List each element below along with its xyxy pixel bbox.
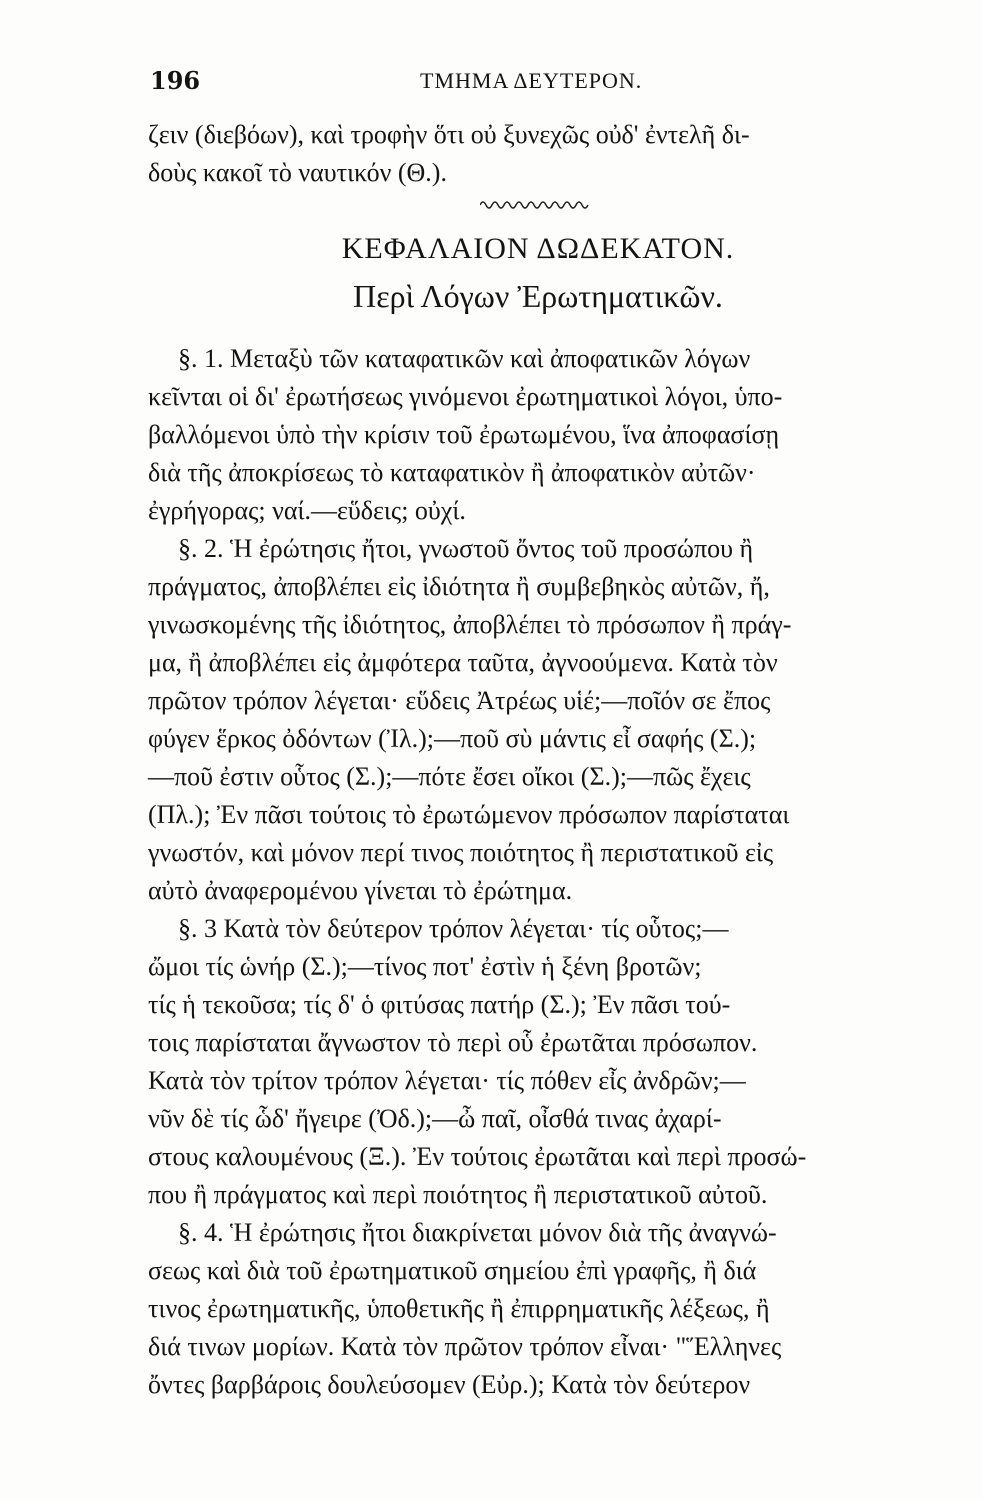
text-line: §. 3 Κατὰ τὸν δεύτερον τρόπον λέγεται· τίς οὗτος;— bbox=[178, 914, 729, 943]
continued-text bbox=[148, 116, 928, 192]
text-line: —ποῦ ἐστιν οὗτος (Σ.);—πότε ἔσει οἴκοι (Σ.);—πῶς ἔχεις bbox=[148, 762, 751, 791]
text-line: Κατὰ τὸν τρίτον τρόπον λέγεται· τίς πόθεν εἶς ἀνδρῶν;— bbox=[148, 1066, 746, 1095]
text-line: τινος ἐρωτηματικῆς, ὑποθετικῆς ἢ ἐπιρρηματικῆς λέξεως, ἢ bbox=[148, 1294, 770, 1323]
text-line: §. 1. Μεταξὺ τῶν καταφατικῶν καὶ ἀποφατικῶν λόγων bbox=[178, 344, 751, 373]
text-line: κεῖνται οἱ δι' ἐρωτήσεως γινόμενοι ἐρωτηματικοὶ λόγοι, ὑπο- bbox=[148, 382, 783, 411]
text-line: γνωστόν, καὶ μόνον περί τινος ποιότητος ἢ περιστατικοῦ εἰς bbox=[148, 838, 774, 867]
text-line: αὐτὸ ἀναφερομένου γίνεται τὸ ἐρώτημα. bbox=[148, 876, 573, 905]
text-line: που ἢ πράγματος καὶ περὶ ποιότητος ἢ περιστατικοῦ αὐτοῦ. bbox=[148, 1180, 768, 1209]
wavy-rule-ornament bbox=[480, 198, 590, 212]
page-header bbox=[150, 62, 928, 102]
text-line: ζειν (διεβόων), καὶ τροφὴν ὅτι οὐ ξυνεχῶς οὐδ' ἐντελῆ δι- bbox=[148, 120, 750, 149]
text-line: διά τινων μορίων. Κατὰ τὸν πρῶτον τρόπον εἶναι· "Ἕλληνες bbox=[148, 1332, 782, 1361]
chapter-title: ΚΕΦΑΛΑΙΟΝ ΔΩΔΕΚΑΤΟΝ. bbox=[341, 232, 735, 265]
text-line: πρῶτον τρόπον λέγεται· εὕδεις Ἀτρέως υἱέ;—ποῖόν σε ἔπος bbox=[148, 686, 771, 715]
text-line: στους καλουμένους (Ξ.). Ἐν τούτοις ἐρωτᾶται καὶ περὶ προσώ- bbox=[148, 1142, 807, 1171]
text-line: §. 2. Ἡ ἐρώτησις ἤτοι, γνωστοῦ ὄντος τοῦ προσώπου ἢ bbox=[178, 534, 754, 563]
text-line: τίς ἡ τεκοῦσα; τίς δ' ὁ φιτύσας πατήρ (Σ.); Ἐν πᾶσι τού- bbox=[148, 990, 731, 1019]
text-line: (Πλ.); Ἐν πᾶσι τούτοις τὸ ἐρωτώμενον πρόσωπον παρίσταται bbox=[148, 800, 790, 829]
text-line: βαλλόμενοι ὑπὸ τὴν κρίσιν τοῦ ἐρωτωμένου, ἵνα ἀποφασίσῃ bbox=[148, 420, 780, 449]
chapter-subtitle: Περὶ Λόγων Ἐρωτηματικῶν. bbox=[353, 278, 723, 314]
page-number: 196 bbox=[150, 66, 201, 95]
text-line: δοὺς κακοῖ τὸ ναυτικόν (Θ.). bbox=[148, 158, 447, 187]
text-line: ὤμοι τίς ὡνήρ (Σ.);—τίνος ποτ' ἐστὶν ἡ ξένη βροτῶν; bbox=[148, 952, 702, 981]
text-line: φύγεν ἕρκος ὀδόντων (Ἰλ.);—ποῦ σὺ μάντις εἶ σαφής (Σ.); bbox=[148, 724, 757, 753]
text-line: σεως καὶ διὰ τοῦ ἐρωτηματικοῦ σημείου ἐπὶ γραφῆς, ἢ διά bbox=[148, 1256, 757, 1285]
text-line: γινωσκομένης τῆς ἰδιότητος, ἀποβλέπει τὸ πρόσωπον ἢ πράγ- bbox=[148, 610, 792, 639]
text-line: ὄντες βαρβάροις δουλεύσομεν (Εὐρ.); Κατὰ τὸν δεύτερον bbox=[148, 1370, 751, 1399]
text-line: διὰ τῆς ἀποκρίσεως τὸ καταφατικὸν ἢ ἀποφατικὸν αὐτῶν· bbox=[148, 458, 756, 487]
running-head: ΤΜΗΜΑ ΔΕΥΤΕΡΟΝ. bbox=[420, 68, 643, 93]
text-line: ἐγρήγορας; ναί.—εὕδεις; οὐχί. bbox=[148, 496, 466, 525]
text-line: μα, ἢ ἀποβλέπει εἰς ἀμφότερα ταῦτα, ἀγνοούμενα. Κατὰ τὸν bbox=[148, 648, 778, 677]
text-line: τοις παρίσταται ἄγνωστον τὸ περὶ οὗ ἐρωτᾶται πρόσωπον. bbox=[148, 1028, 758, 1057]
text-line: νῦν δὲ τίς ὧδ' ἤγειρε (Ὀδ.);—ὦ παῖ, οἶσθά τινας ἀχαρί- bbox=[148, 1104, 722, 1133]
text-line: §. 4. Ἡ ἐρώτησις ἤτοι διακρίνεται μόνον διὰ τῆς ἀναγνώ- bbox=[178, 1218, 777, 1247]
text-line: πράγματος, ἀποβλέπει εἰς ἰδιότητα ἢ συμβεβηκὸς αὐτῶν, ἤ, bbox=[148, 572, 770, 601]
chapter-body bbox=[148, 340, 928, 1404]
